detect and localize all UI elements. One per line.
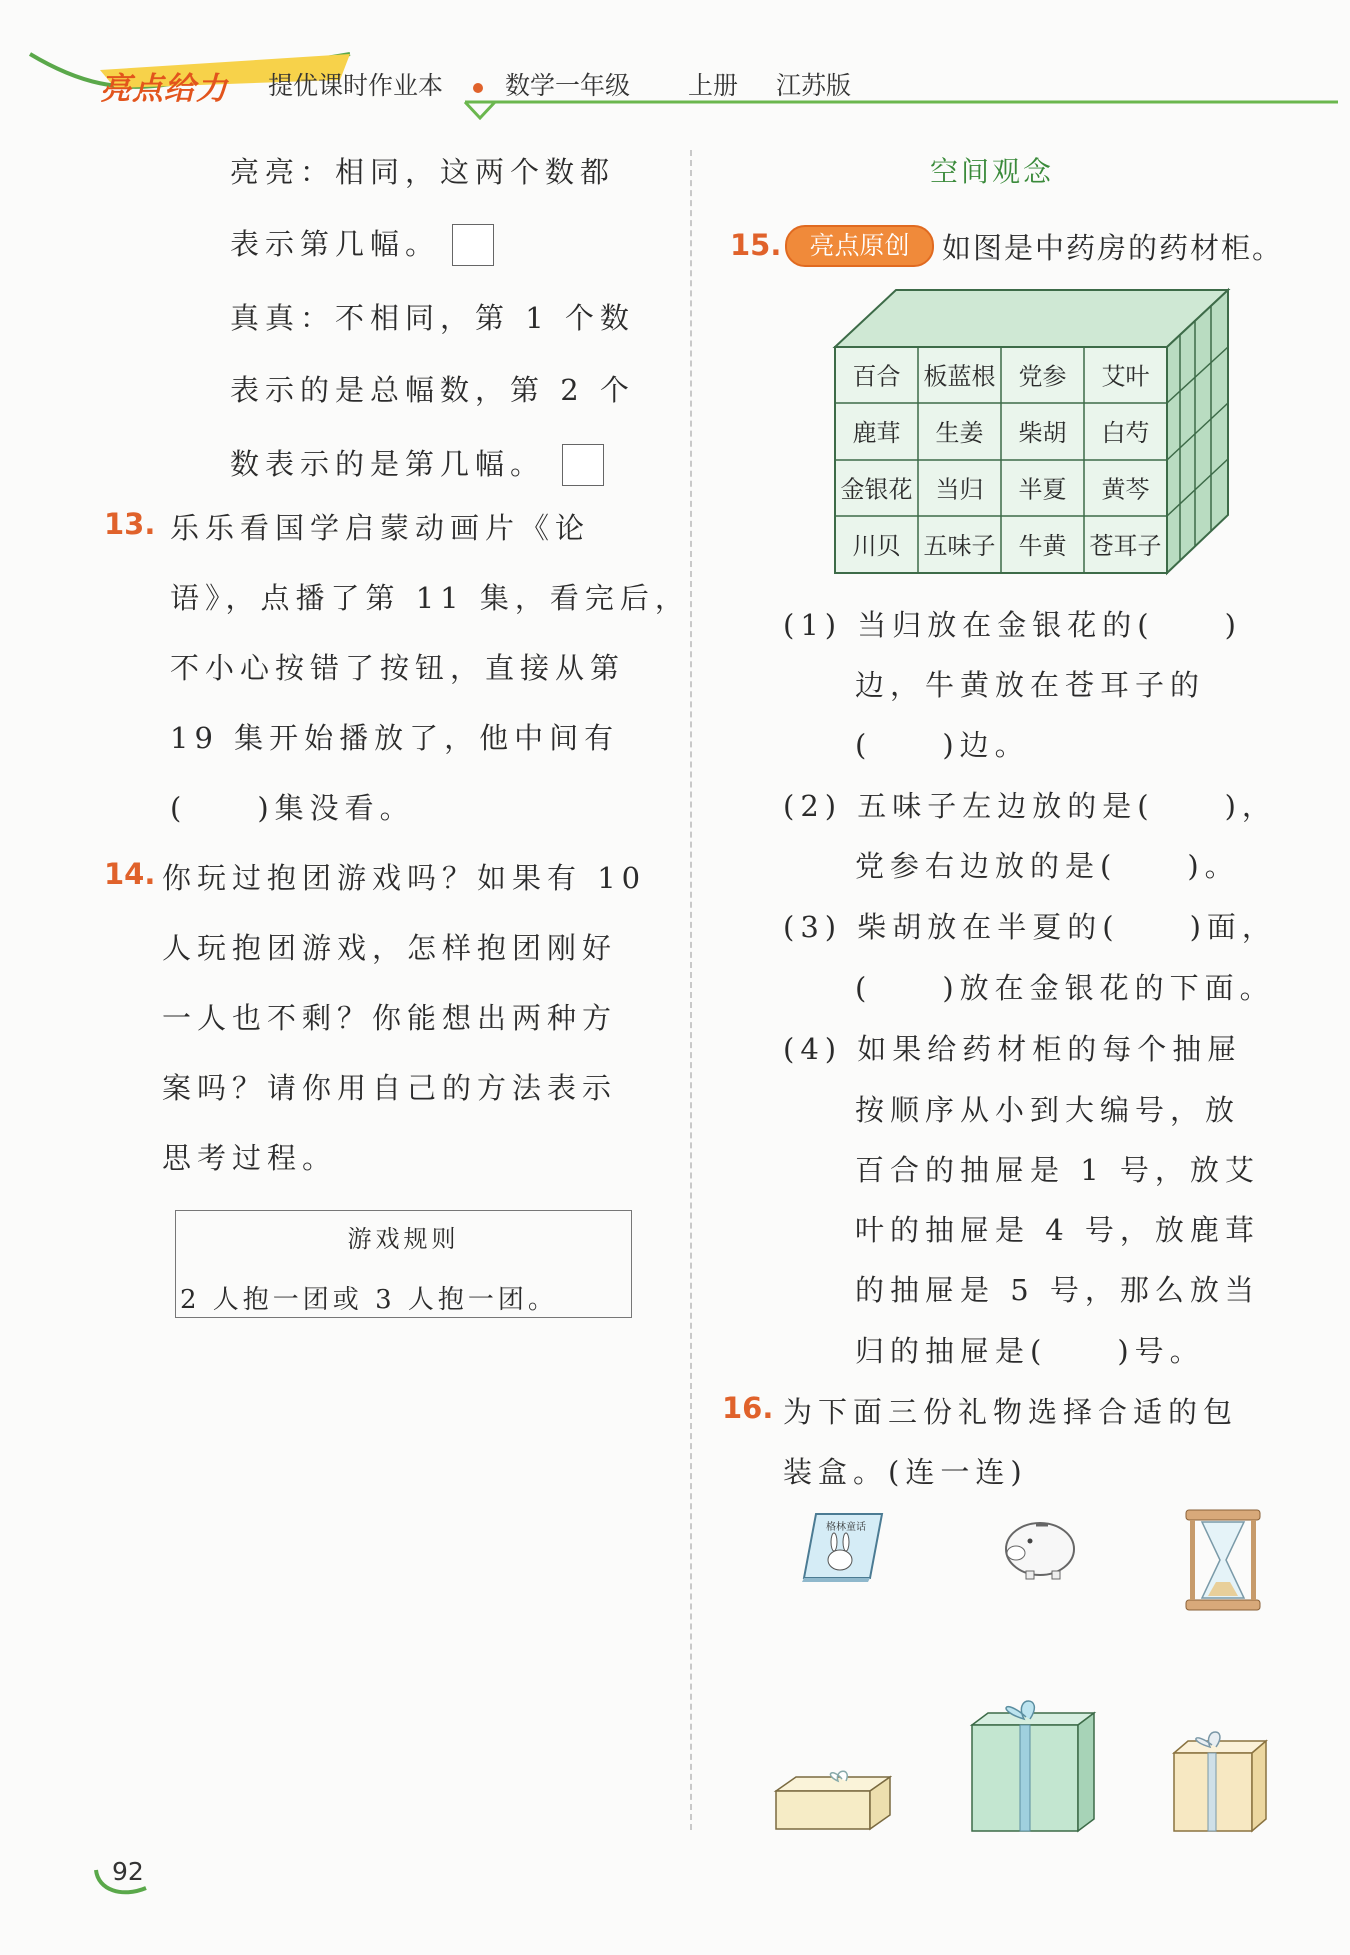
liang-line-2: 表示第几幅。 — [230, 227, 441, 261]
q15-p1-line-1: (1) 当归放在金银花的( ) — [783, 608, 1242, 642]
q14-line-3: 一人也不剩？你能想出两种方 — [162, 1001, 618, 1035]
tall-green-box[interactable] — [968, 1695, 1098, 1835]
subject-title: 数学一年级 — [505, 71, 631, 100]
q15-p1-line-3: ( )边。 — [855, 728, 1030, 762]
q15-p4-line-2: 按顺序从小到大编号，放 — [855, 1093, 1241, 1127]
q15-p1-line-2: 边，牛黄放在苍耳子的 — [855, 668, 1206, 702]
drawer-label: 五味子 — [923, 531, 996, 560]
question-number-13: 13. — [104, 507, 156, 541]
q14-line-5: 思考过程。 — [162, 1141, 338, 1175]
book-title: 格林童话 — [826, 1522, 866, 1533]
drawer-label: 柴胡 — [1018, 418, 1067, 447]
game-rules-title: 游戏规则 — [347, 1225, 460, 1253]
game-rules-body: 2 人抱一团或 3 人抱一团。 — [180, 1285, 558, 1315]
zhen-line-1: 真真：不相同，第 1 个数 — [230, 301, 635, 335]
hourglass-gift[interactable] — [1180, 1508, 1266, 1612]
q15-p2-line-2: 党参右边放的是( )。 — [855, 849, 1240, 883]
brand-logo: 亮点给力 — [100, 71, 228, 107]
section-title: 空间观念 — [930, 155, 1055, 188]
q15-p4-line-6: 归的抽屉是( )号。 — [855, 1334, 1205, 1368]
drawer-label: 牛黄 — [1018, 531, 1067, 560]
q13-line-5: ( )集没看。 — [170, 791, 415, 825]
q14-line-2: 人玩抱团游戏，怎样抱团刚好 — [162, 931, 618, 965]
q14-line-4: 案吗？请你用自己的方法表示 — [162, 1071, 618, 1105]
question-number-14: 14. — [104, 857, 156, 891]
zhen-line-3: 数表示的是第几幅。 — [230, 447, 546, 481]
q15-p3-line-2: ( )放在金银花的下面。 — [855, 971, 1275, 1005]
drawer-label: 金银花 — [840, 475, 913, 504]
drawer-label: 生姜 — [935, 418, 984, 447]
page-number: 92 — [112, 1857, 144, 1886]
q15-p4-line-5: 的抽屉是 5 号，那么放当 — [855, 1273, 1260, 1307]
flat-box[interactable] — [772, 1765, 892, 1835]
volume-label: 上册 — [688, 71, 739, 100]
drawer-label: 党参 — [1018, 362, 1067, 391]
q13-line-1: 乐乐看国学启蒙动画片《论 — [170, 511, 591, 545]
drawer-label: 川贝 — [852, 531, 901, 560]
q15-p4-line-4: 叶的抽屉是 4 号，放鹿茸 — [855, 1213, 1260, 1247]
original-badge: 亮点原创 — [785, 225, 934, 267]
question-number-16: 16. — [722, 1391, 774, 1425]
q15-p2-line-1: (2) 五味子左边放的是( )， — [783, 789, 1277, 823]
game-rules-box — [175, 1210, 632, 1318]
series-title: 提优课时作业本 — [268, 71, 444, 100]
medicine-cabinet — [830, 285, 1236, 580]
drawer-label: 苍耳子 — [1089, 531, 1162, 560]
drawer-label: 百合 — [852, 362, 901, 391]
drawer-label: 黄芩 — [1101, 475, 1150, 504]
q15-intro: 如图是中药房的药材柜。 — [942, 231, 1284, 265]
liang-line-1: 亮亮：相同，这两个数都 — [230, 155, 616, 189]
drawer-label: 白芍 — [1101, 418, 1150, 447]
q15-p4-line-3: 百合的抽屉是 1 号，放艾 — [855, 1153, 1260, 1187]
drawer-label: 当归 — [935, 475, 984, 504]
q13-line-2: 语》，点播了第 11 集，看完后， — [170, 581, 690, 615]
answer-box-liang[interactable] — [452, 224, 494, 266]
q14-line-1: 你玩过抱团游戏吗？如果有 10 — [162, 861, 647, 895]
q13-line-4: 19 集开始播放了，他中间有 — [170, 721, 620, 755]
question-number-15: 15. — [730, 228, 782, 262]
column-divider — [690, 150, 692, 1830]
q15-p3-line-1: (3) 柴胡放在半夏的( )面， — [783, 910, 1277, 944]
q16-line-2: 装盒。(连一连) — [783, 1455, 1028, 1489]
drawer-label: 艾叶 — [1101, 362, 1150, 391]
cube-box[interactable] — [1170, 1727, 1270, 1835]
storybook-gift[interactable] — [802, 1510, 887, 1582]
q13-line-3: 不小心按错了按钮，直接从第 — [170, 651, 626, 685]
drawer-label: 鹿茸 — [852, 418, 901, 447]
drawer-label: 板蓝根 — [923, 362, 996, 391]
q15-p4-line-1: (4) 如果给药材柜的每个抽屉 — [783, 1032, 1243, 1066]
piggy-bank-gift[interactable] — [1000, 1515, 1078, 1581]
answer-box-zhen[interactable] — [562, 444, 604, 486]
drawer-label: 半夏 — [1018, 475, 1067, 504]
zhen-line-2: 表示的是总幅数，第 2 个 — [230, 373, 635, 407]
q16-line-1: 为下面三份礼物选择合适的包 — [783, 1395, 1239, 1429]
edition-label: 江苏版 — [776, 71, 852, 100]
